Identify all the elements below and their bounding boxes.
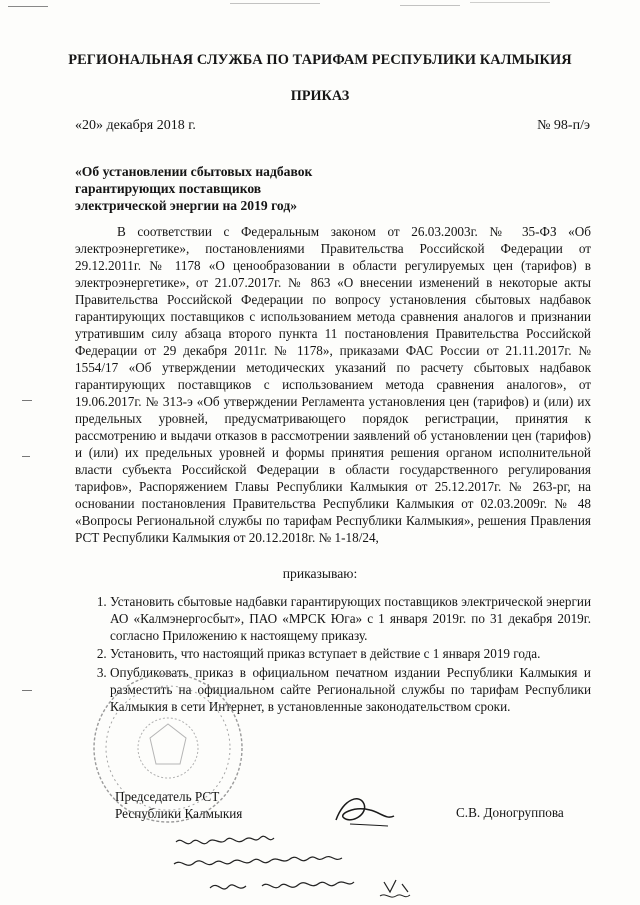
subject-line: гарантирующих поставщиков [75, 181, 262, 196]
order-item: 3. Опубликовать приказ в официальном печатном издании Республики Калмыкия и разместить на официальном сайте Региональной службы по тарифам Республики Калмыкия в сети Интернет, в установленные законодательством сроки. [110, 665, 591, 715]
order-word: приказываю: [282, 566, 358, 581]
document-subject [75, 163, 375, 214]
document-number: № 98-п/э [537, 118, 590, 133]
scan-artifact [0, 0, 640, 12]
subject-line: «Об установлении сбытовых надбавок [75, 164, 313, 179]
certified-copy-note [170, 830, 440, 905]
document-type: ПРИКАЗ [290, 88, 350, 104]
preamble-paragraph: В соответствии с Федеральным законом от 26.03.2003г. № 35-ФЗ «Об электроэнергетике», постановлениями Правительства Российской Федерации от 29.12.2011г. № 1178 «О ценообразовании в области регулируемых цен (тарифов) в электроэнергетике», от 21.07.2017г. № 863 «О внесении изменений в некоторые акты Правительства Российской Федерации по вопросу установления сбытовых надбавок гарантирующих поставщиков с использованием метода сравнения аналогов и признании утратившим силу абзаца второго пункта 11 постановления Правительства Российской Федерации от 29 декабря 2011г. № 1178», приказами ФАС России от 21.11.2017г. № 1554/17 «Об утверждении методических указаний по расчету сбытовых надбавок гарантирующих поставщиков с использованием метода сравнения аналогов», от 19.06.2017г. № 313-э «Об утверждении Регламента установления цен (тарифов) и (или) их предельных уровней, предусматривающего порядок регистрации, принятия к рассмотрению и выдачи отказов в рассмотрении заявлений об установлении цен (тарифов) и (или) их предельных уровней и формы принятия решения органом исполнительной власти субъекта Российской Федерации в области государственного регулирования тарифов», Распоряжением Главы Республики Калмыкия от 25.12.2017г. № 263-рг, на основании постановления Правительства Республики Калмыкия от 02.03.2009г. № 48 «Вопросы Региональной службы по тарифам Республики Калмыкия», решения Правления РСТ Республики Калмыкия от 20.12.2018г. № 1-18/24, [75, 224, 591, 545]
signatory-position-line: Республики Калмыкия [115, 806, 243, 821]
subject-line: электрической энергии на 2019 год» [75, 198, 297, 213]
scan-artifact [22, 456, 30, 457]
signatory-name: С.В. Доногруппова [456, 805, 564, 820]
signatory-position-line: Председатель РСТ [115, 789, 220, 804]
signatory-position [115, 788, 242, 822]
order-item: 1. Установить сбытовые надбавки гарантирующих поставщиков электрической энергии АО «Калмэнергосбыт», ПАО «МРСК Юга» с 1 января 2019г. по 31 декабря 2019г. согласно Приложению к настоящему приказу. [110, 594, 591, 644]
document-date: «20» декабря 2018 г. [75, 118, 196, 133]
scan-artifact [22, 400, 32, 401]
order-item: 2. Установить, что настоящий приказ вступает в действие с 1 января 2019 года. [110, 646, 591, 663]
scan-artifact [22, 690, 32, 691]
organization-title: РЕГИОНАЛЬНАЯ СЛУЖБА ПО ТАРИФАМ РЕСПУБЛИКИ КАЛМЫКИЯ [68, 52, 572, 68]
handwritten-signature [330, 790, 400, 832]
